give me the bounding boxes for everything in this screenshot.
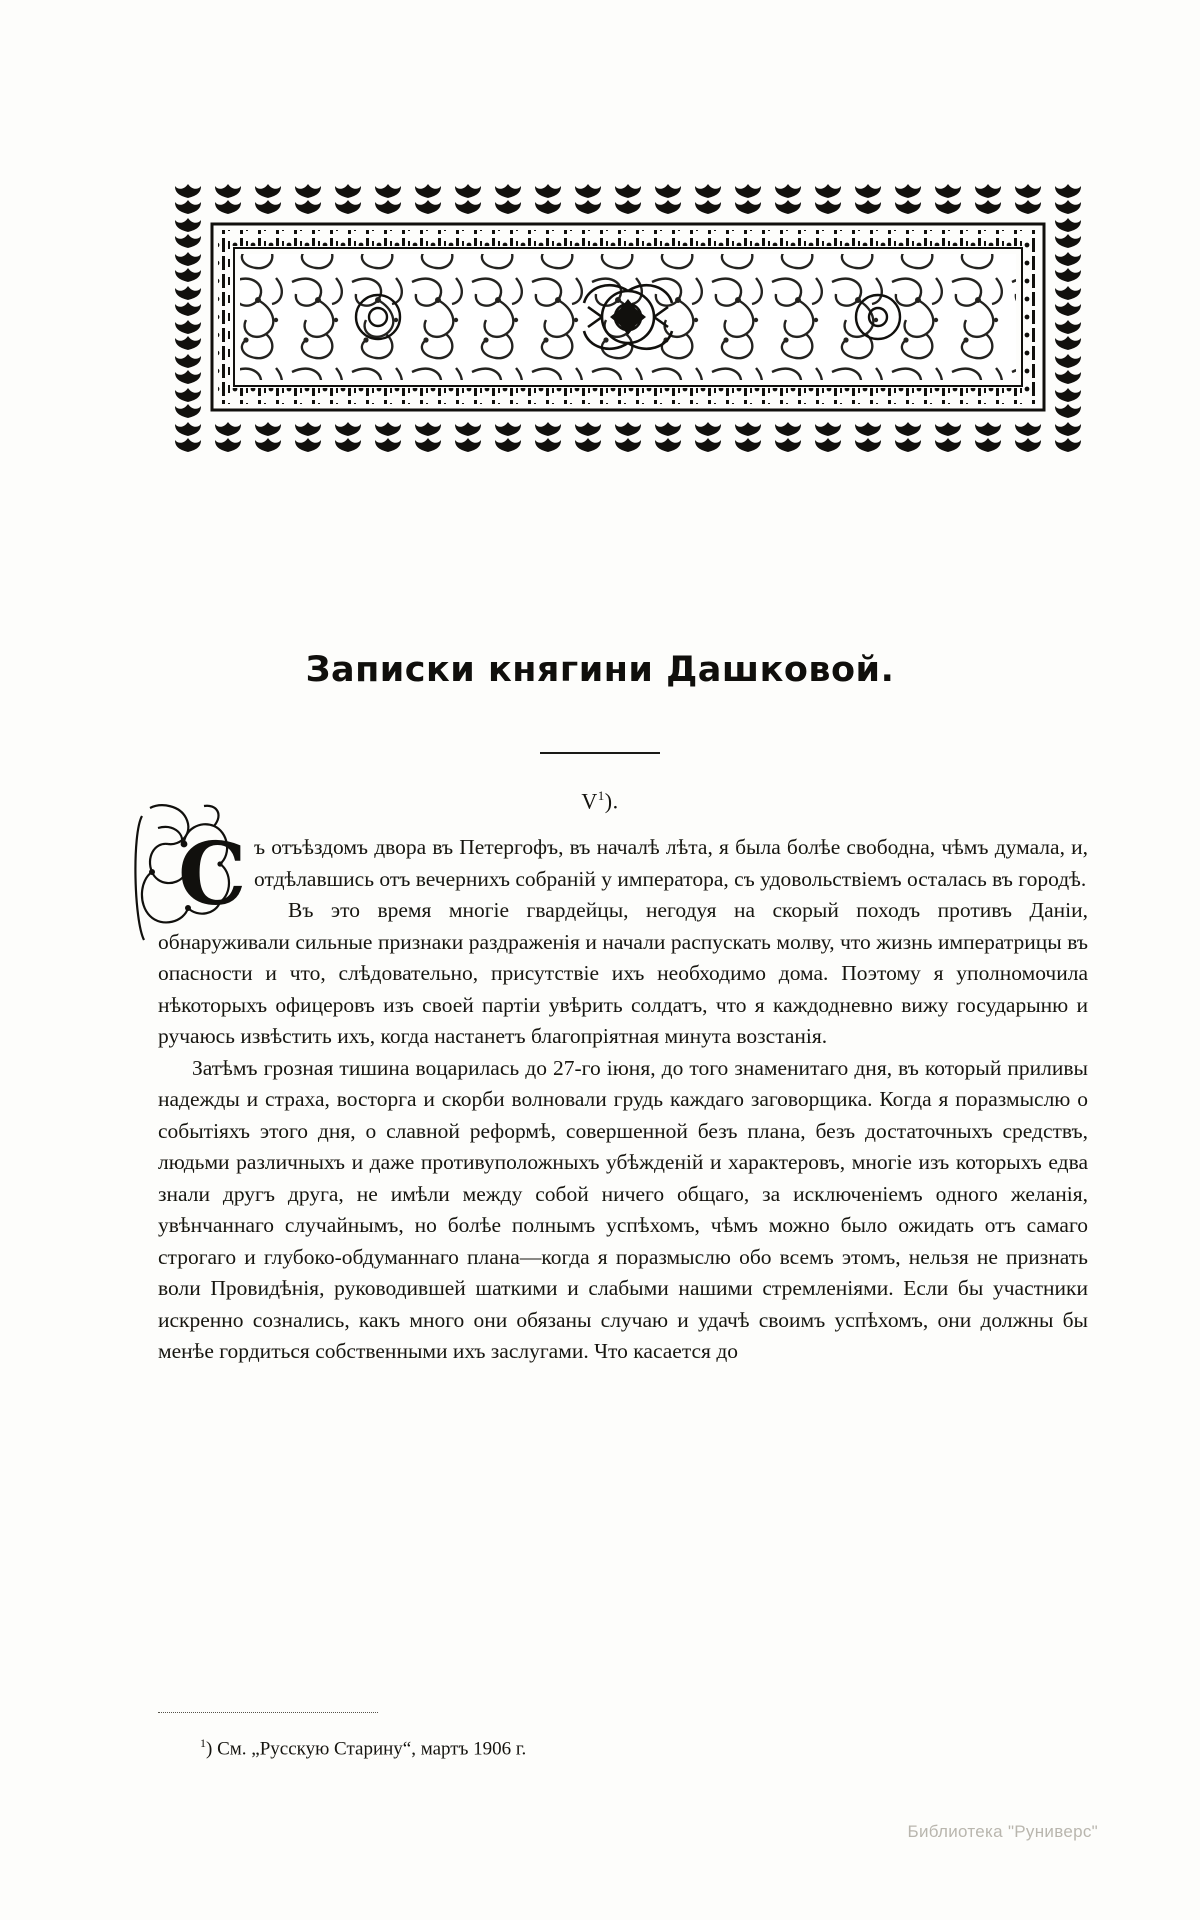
drop-cap-letter: С — [178, 824, 247, 925]
drop-cap-gutter — [158, 832, 254, 918]
footnote: $^1$) См. „Русскую Старину“, мартъ 1906 г. — [200, 1736, 527, 1760]
library-watermark: Библиотека "Руниверс" — [907, 1822, 1098, 1841]
paragraph-1 — [158, 832, 1088, 895]
section-number-value: V — [581, 788, 598, 814]
body-text — [158, 832, 1088, 1368]
title-divider — [540, 752, 660, 754]
paragraph-3: Затѣмъ грозная тишина воцарилась до 27-го іюня, до того знаменитаго дня, въ который приливы надежды и страха, восторга и скорби волновали грудь каждаго заговорщика. Когда я поразмыслю о событіяхъ этого дня, о славной реформѣ, совершенной безъ плана, безъ достаточныхъ средствъ, людьми различныхъ и даже противуположныхъ убѣжденій и характеровъ, многіе изъ которыхъ едва знали другъ друга, не имѣли между собой ничего общаго, за исключеніемъ одного желанія, увѣнчаннаго случайнымъ, но болѣе полнымъ успѣхомъ, чѣмъ можно было ожидать отъ самаго строгаго и глубоко-обдуманнаго плана—когда я поразмыслю обо всемъ этомъ, нельзя не признать воли Провидѣнія, руководившей шаткими и слабыми нашими стремленіями. Если бы участники искренно сознались, какъ много они обязаны случаю и удачѣ своимъ успѣхомъ, они должны бы менѣе гордиться собственными ихъ заслугами. Что касается до — [158, 1055, 1088, 1363]
page-title: Записки княгини Дашковой. — [305, 650, 895, 690]
section-number: $V^1$). — [581, 788, 619, 814]
footnote-marker: 1 — [200, 1736, 206, 1750]
paragraph-2: Въ это время многіе гвардейцы, негодуя на скорый походъ противъ Даніи, обнаруживали сильные признаки раздраженія и начали распускать молву, что жизнь императрицы въ опасности и что, слѣдовательно, присутствіе ихъ необходимо дома. Поэтому я уполномочила нѣкоторыхъ офицеровъ изъ своей партіи увѣрить солдатъ, что я каждодневно вижу государыню и ручаюсь извѣстить ихъ, когда настанетъ благопріятная минута возстанія. — [158, 898, 1088, 1048]
footnote-text: См. „Русскую Старину“, мартъ 1906 г. — [217, 1738, 527, 1760]
footnote-divider — [158, 1712, 378, 1713]
ornamental-headpiece — [168, 182, 1088, 452]
paragraph-1-text: ъ отъѣздомъ двора въ Петергофъ, въ началѣ лѣта, я была болѣе свободна, чѣмъ думала, и, отдѣлавшись отъ вечернихъ собраній у императора, съ удовольствіемъ осталась въ городѣ. — [254, 835, 1088, 891]
section-number-footnote-marker: 1 — [597, 788, 605, 803]
